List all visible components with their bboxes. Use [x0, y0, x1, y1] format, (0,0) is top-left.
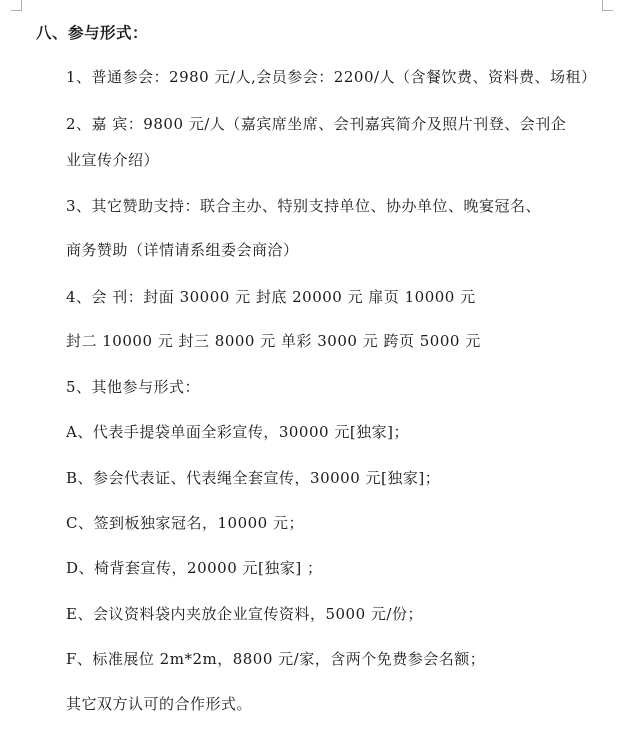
- paragraph-line-4: 3、其它赞助支持：联合主办、特别支持单位、协办单位、晚宴冠名、: [66, 197, 542, 215]
- paragraph-line-10: B、参会代表证、代表绳全套宣传，30000 元[独家]；: [66, 469, 441, 487]
- paragraph-line-1: 1、普通参会：2980 元/人,会员参会：2200/人（含餐饮费、资料费、场租）: [66, 68, 597, 86]
- paragraph-line-7: 封二 10000 元 封三 8000 元 单彩 3000 元 跨页 5000 元: [66, 332, 481, 350]
- paragraph-line-14: F、标准展位 2m*2m，8800 元/家，含两个免费参会名额；: [66, 650, 486, 668]
- paragraph-line-5: 商务赞助（详情请系组委会商洽）: [66, 241, 299, 259]
- section-heading: 八、参与形式：: [36, 23, 149, 42]
- paragraph-line-11: C、签到板独家冠名，10000 元；: [66, 514, 304, 532]
- page-corner-mark-right: [602, 0, 613, 11]
- paragraph-line-6: 4、会 刊：封面 30000 元 封底 20000 元 扉页 10000 元: [66, 288, 476, 306]
- paragraph-line-8: 5、其他参与形式：: [66, 378, 201, 396]
- paragraph-line-9: A、代表手提袋单面全彩宣传，30000 元[独家]；: [66, 423, 410, 441]
- page-corner-mark-left: [11, 0, 22, 11]
- paragraph-line-15: 其它双方认可的合作形式。: [66, 695, 253, 713]
- paragraph-line-12: D、椅背套宣传，20000 元[独家] ；: [66, 559, 323, 577]
- paragraph-line-2: 2、嘉 宾：9800 元/人（嘉宾席坐席、会刊嘉宾简介及照片刊登、会刊企: [66, 115, 567, 133]
- paragraph-line-3: 业宣传介绍）: [66, 151, 160, 169]
- paragraph-line-13: E、会议资料袋内夹放企业宣传资料，5000 元/份；: [66, 605, 423, 623]
